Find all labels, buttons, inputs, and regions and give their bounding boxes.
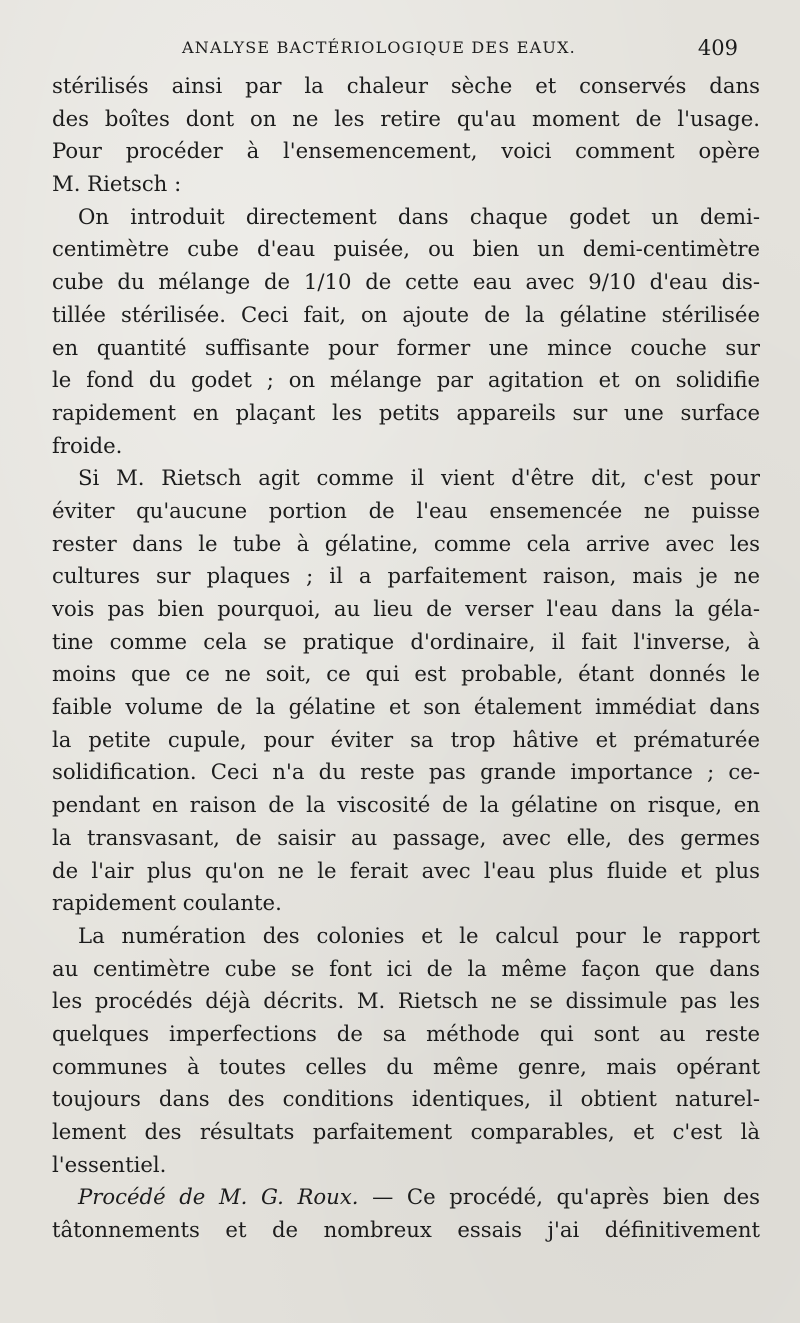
text-line: tâtonnements et de nombreux essais j'ai définitivement <box>52 1217 760 1243</box>
text-line: Pour procéder à l'ensemencement, voici comment opère <box>52 138 760 164</box>
text-line: quelques imperfections de sa méthode qui sont au reste <box>52 1020 760 1046</box>
text-line: toujours dans des conditions identiques, il obtient naturel- <box>52 1086 760 1112</box>
text-line: Si M. Rietsch agit comme il vient d'être dit, c'est pour <box>78 465 760 491</box>
text-line: au centimètre cube se font ici de la même façon que dans <box>52 955 760 981</box>
text-line: tine comme cela se pratique d'ordinaire, il fait l'inverse, à <box>52 628 760 654</box>
page-number: 409 <box>697 36 738 60</box>
text-line: moins que ce ne soit, ce qui est probable, étant donnés le <box>52 661 760 687</box>
text-line: centimètre cube d'eau puisée, ou bien un demi-centimètre <box>52 236 760 262</box>
text-line: froide. <box>52 432 123 458</box>
text-line: rapidement en plaçant les petits appareils sur une surface <box>52 399 760 425</box>
text-line: M. Rietsch : <box>52 171 182 197</box>
text-line: faible volume de la gélatine et son étalement immédiat dans <box>52 694 760 720</box>
text-line: solidification. Ceci n'a du reste pas grande importance ; ce- <box>52 759 760 785</box>
text-line: stérilisés ainsi par la chaleur sèche et conservés dans <box>52 73 760 98</box>
text-line: l'essentiel. <box>52 1151 167 1177</box>
text-line: communes à toutes celles du même genre, mais opérant <box>52 1053 760 1079</box>
text-line: pendant en raison de la viscosité de la gélatine on risque, en <box>52 792 760 818</box>
text-line: lement des résultats parfaitement comparables, et c'est là <box>52 1119 760 1144</box>
running-head <box>52 30 760 70</box>
text-line: le fond du godet ; on mélange par agitation et on solidifie <box>52 367 760 393</box>
text-line: des boîtes dont on ne les retire qu'au moment de l'usage. <box>52 105 760 131</box>
section-lead-text: — Ce procédé, qu'après bien des <box>358 1184 760 1210</box>
text-line: rapidement coulante. <box>52 890 282 916</box>
text-line: rester dans le tube à gélatine, comme cela arrive avec les <box>52 530 760 556</box>
section-lead-line <box>52 1181 760 1214</box>
text-line: la petite cupule, pour éviter sa trop hâtive et prématurée <box>52 726 760 752</box>
section-title: Procédé de M. G. Roux. <box>78 1184 359 1210</box>
text-line: vois pas bien pourquoi, au lieu de verser l'eau dans la géla- <box>52 596 760 621</box>
body-text <box>52 70 760 1247</box>
text-line: les procédés déjà décrits. M. Rietsch ne se dissimule pas les <box>52 988 760 1014</box>
running-title: ANALYSE BACTÉRIOLOGIQUE DES EAUX. <box>182 38 576 57</box>
text-line: cube du mélange de 1/10 de cette eau avec 9/10 d'eau dis- <box>52 269 760 295</box>
text-line: La numération des colonies et le calcul pour le rapport <box>78 922 760 948</box>
text-line: tillée stérilisée. Ceci fait, on ajoute de la gélatine stérilisée <box>52 301 760 327</box>
text-line: de l'air plus qu'on ne le ferait avec l'eau plus fluide et plus <box>52 857 760 883</box>
text-line: On introduit directement dans chaque godet un demi- <box>78 203 760 229</box>
text-line: éviter qu'aucune portion de l'eau ensemencée ne puisse <box>52 497 760 523</box>
text-line: cultures sur plaques ; il a parfaitement raison, mais je ne <box>52 563 760 589</box>
text-line: en quantité suffisante pour former une mince couche sur <box>52 334 760 360</box>
text-line: la transvasant, de saisir au passage, avec elle, des germes <box>52 824 760 850</box>
